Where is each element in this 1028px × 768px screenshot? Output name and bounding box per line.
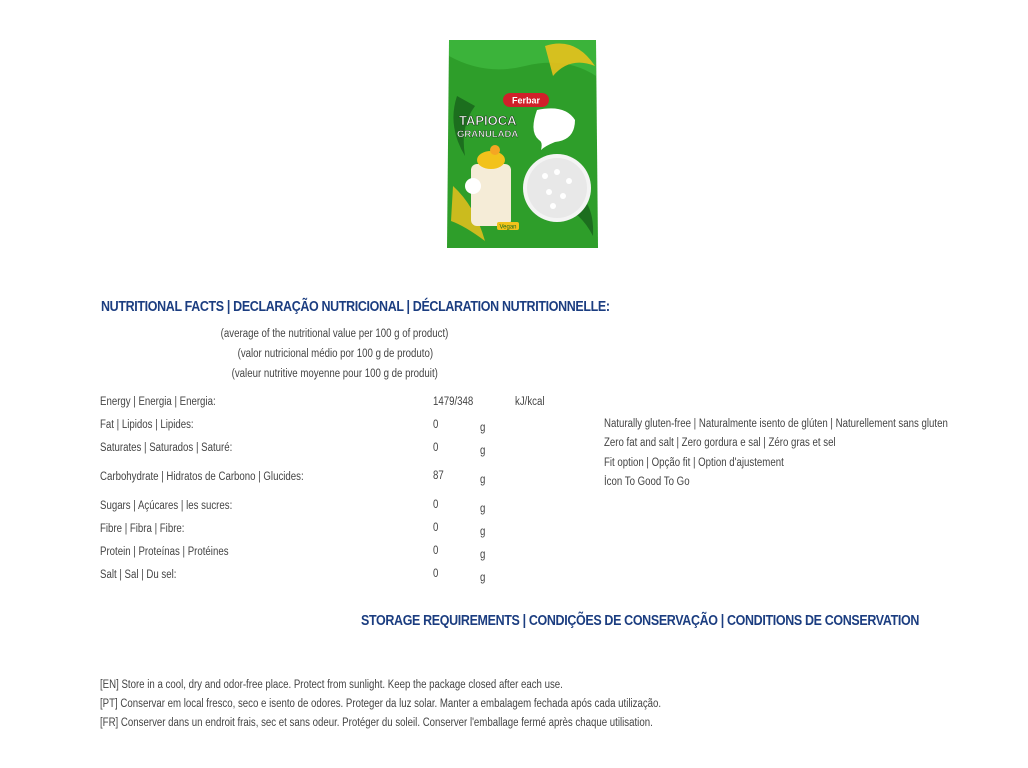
storage-line-en: [EN] Store in a cool, dry and odor-free place. Protect from sunlight. Keep the package closed after each use. <box>100 679 563 691</box>
claim-too-good-to-go: Ícon To Good To Go <box>604 476 690 488</box>
nutrition-row-value: 0 <box>433 499 439 511</box>
nutrition-row-label: Salt | Sal | Du sel: <box>100 569 177 581</box>
average-note-en: (average of the nutritional value per 100 g of product) <box>221 328 449 340</box>
claim-zero-fat-salt: Zero fat and salt | Zero gordura e sal | Zéro gras et sel <box>604 437 836 449</box>
nutrition-heading: NUTRITIONAL FACTS | DECLARAÇÃO NUTRICIONAL | DÉCLARATION NUTRITIONNELLE: <box>101 299 610 315</box>
nutrition-row-label: Carbohydrate | Hidratos de Carbono | Glucides: <box>100 471 304 483</box>
nutrition-row-unit: g <box>480 503 486 515</box>
nutrition-row-unit: g <box>480 572 486 584</box>
nutrition-row-label: Sugars | Açúcares | les sucres: <box>100 500 233 512</box>
nutrition-row-value: 87 <box>433 470 444 482</box>
nutrition-row-label: Saturates | Saturados | Saturé: <box>100 442 233 454</box>
nutrition-row-unit: g <box>480 422 486 434</box>
product-name-line2: GRANULADA <box>457 129 519 140</box>
storage-heading: STORAGE REQUIREMENTS | CONDIÇÕES DE CONSERVAÇÃO | CONDITIONS DE CONSERVATION <box>361 613 919 629</box>
nutrition-row-value: 0 <box>433 442 439 454</box>
nutrition-row-unit: kJ/kcal <box>515 396 545 408</box>
brand-name: Ferbar <box>511 95 541 106</box>
nutrition-row-label: Fibre | Fibra | Fibre: <box>100 523 185 535</box>
claim-fit-option: Fit option | Opção fit | Option d'ajustement <box>604 457 784 469</box>
nutrition-row-unit: g <box>480 474 486 486</box>
nutrition-row-value: 0 <box>433 419 439 431</box>
nutrition-row-value: 0 <box>433 545 439 557</box>
storage-line-fr: [FR] Conserver dans un endroit frais, sec et sans odeur. Protéger du soleil. Conserver l'emballage fermé après chaque utilisation. <box>100 717 653 729</box>
nutrition-row-value: 0 <box>433 568 439 580</box>
nutrition-row-unit: g <box>480 549 486 561</box>
nutrition-row-value: 0 <box>433 522 439 534</box>
nutrition-row-label: Energy | Energia | Energia: <box>100 396 216 408</box>
claim-gluten-free: Naturally gluten-free | Naturalmente isento de glúten | Naturellement sans gluten <box>604 418 948 430</box>
vegan-badge: Vegan <box>499 224 517 231</box>
average-note-pt: (valor nutricional médio por 100 g de produto) <box>237 348 433 360</box>
nutrition-row-label: Protein | Proteínas | Protéines <box>100 546 229 558</box>
nutrition-row-unit: g <box>480 445 486 457</box>
nutrition-row-unit: g <box>480 526 486 538</box>
nutrition-row-label: Fat | Lipidos | Lipides: <box>100 419 194 431</box>
product-package-image <box>445 36 600 252</box>
product-name-line1: TAPIOCA <box>459 113 517 128</box>
nutrition-row-value: 1479/348 <box>433 396 474 408</box>
storage-line-pt: [PT] Conservar em local fresco, seco e isento de odores. Proteger da luz solar. Manter a embalagem fechada após cada utilização. <box>100 698 662 710</box>
average-note-fr: (valeur nutritive moyenne pour 100 g de produit) <box>231 368 439 380</box>
